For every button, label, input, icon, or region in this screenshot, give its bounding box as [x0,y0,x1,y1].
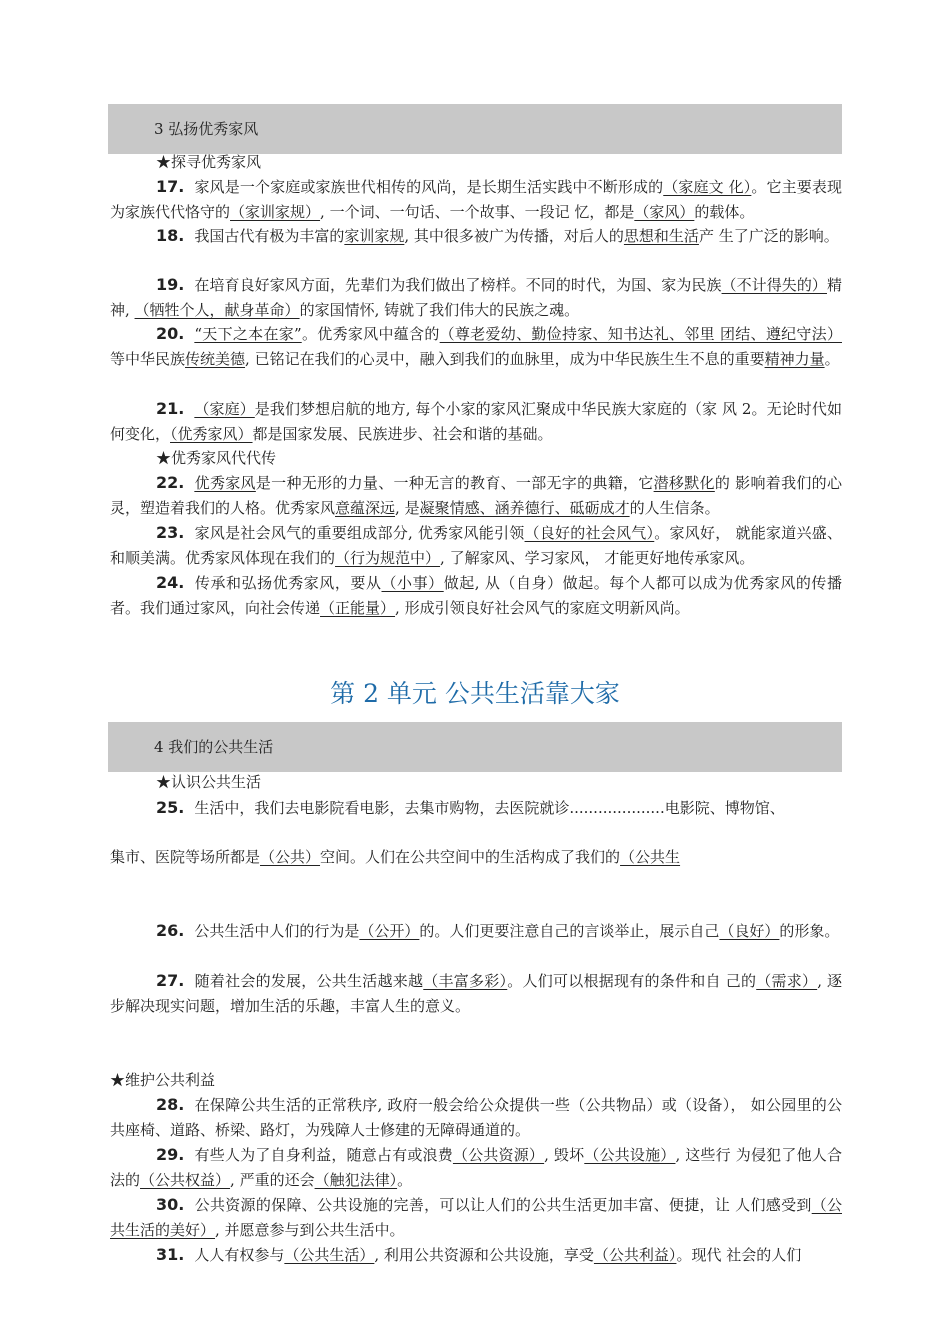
item-number: 18. [156,226,185,245]
text: , 其中很多被广为传播，对后人的 [404,227,624,245]
item-number: 23. [156,523,185,542]
underlined-answer: 精神力量 [764,350,825,368]
text: 的载体。 [694,203,755,221]
underlined-answer: （公共设施） [584,1146,676,1164]
underlined-answer: 优秀家风 [194,474,256,492]
text: 的。人们更要注意自己的言谈举止，展示自己 [419,922,720,940]
underlined-answer: （尊老爱幼、勤俭持家、知书达礼、邻里 团结、遵纪守法） [439,325,842,343]
subsection-explore-family-style: ★探寻优秀家风 [156,153,262,171]
underlined-answer: （公共） [260,848,321,866]
text: 都是国家发展、民族进步、社会和谐的基础。 [252,425,553,443]
item-number: 28. [156,1095,185,1114]
underlined-answer: 家训家规 [344,227,405,245]
underlined-answer: （公共生活的美好） [110,1196,842,1239]
text: 精神, [110,276,842,319]
paragraph-24 [110,570,842,621]
text: 产 生了广泛的影响。 [698,227,839,245]
text: 。现代 社会的人们 [676,1246,802,1264]
text: 我国古代有极为丰富的 [194,227,345,245]
text: 家风是社会风气的重要组成部分, 优秀家风能引领 [194,524,525,542]
text: 的家国情怀, 铸就了我们伟大的民族之魂。 [299,301,580,319]
underlined-answer: （不计得失的） [721,276,827,294]
item-number: 20. [156,324,185,343]
underlined-answer: （公共利益） [593,1246,677,1264]
underlined-answer: （公共生活） [284,1246,375,1264]
underlined-answer: （行为规范中） [335,549,441,567]
underlined-answer: （需求） [756,972,818,990]
text: 的人生信条。 [629,499,720,517]
paragraph-20 [110,321,842,372]
text: 。优秀家风中蕴含的 [301,325,440,343]
paragraph-27 [110,968,842,1019]
text: 等中华民族 [110,350,186,368]
text: , 已铭记在我们的心灵中，融入到我们的血脉里，成为中华民族生生不息的重要 [245,350,765,368]
text: 公共生活中人们的行为是 [194,922,360,940]
item-number: 30. [156,1195,185,1214]
paragraph-28 [110,1092,842,1143]
underlined-answer: （公共权益） [140,1171,231,1189]
subsection-protect-public-interest: ★维护公共利益 [110,1071,216,1089]
text: , 并愿意参与到公共生活中。 [215,1221,405,1239]
item-number: 27. [156,971,185,990]
text: 是一种无形的力量、一种无言的教育、一部无字的典籍，它 [255,474,654,492]
text: , 逐步解决现实问题，增加生活的乐趣，丰富人生的意义。 [110,972,842,1015]
item-number: 21. [156,399,185,418]
subsection-know-public-life: ★认识公共生活 [156,773,262,791]
text: 生活中，我们去电影院看电影，去集市购物，去医院就诊....................电影院、博物馆、 [194,799,785,817]
text: 的 影响着我们的心灵，塑造着我们的人格。优秀家风 [110,474,842,517]
underlined-answer: （小事） [381,574,444,592]
underlined-answer: （家庭文 化） [663,178,752,196]
text: , 是 [395,499,420,517]
paragraph-31 [110,1242,842,1268]
paragraph-26 [110,918,842,944]
text: 在保障公共生活的正常秩序, 政府一般会给公众提供一些（公共物品）或（设备）， 如公园里的公共座椅、道路、桥梁、路灯，为残障人士修建的无障碍通道的。 [110,1096,842,1139]
subsection-pass-down-family-style: ★优秀家风代代传 [156,449,277,467]
paragraph-25-continued [110,845,842,870]
section-4-header [108,722,842,772]
text: 。家风好， 就能家道兴盛、和顺美满。优秀家风体现在我们的 [110,524,842,567]
item-number: 22. [156,473,185,492]
text: 空间。人们在公共空间中的生活构成了我们的 [320,848,621,866]
text: 。人们可以根据现有的条件和自 己的 [507,972,757,990]
section-3-header [108,104,842,154]
text: 传承和弘扬优秀家风，要从 [194,574,382,592]
paragraph-23 [110,520,842,571]
text: 在培育良好家风方面，先辈们为我们做出了榜样。不同的时代，为国、家为民族 [194,276,722,294]
text: 。它主要表现为家族代代恪守的 [110,178,842,221]
text: , 利用公共资源和公共设施，享受 [374,1246,594,1264]
underlined-answer: （正能量） [320,599,396,617]
text: 做起, 从（自身）做起。每个人都可以成为优秀家风的传播者。我们通过家风，向社会传递 [110,574,842,617]
underlined-answer: （公共资源） [452,1146,545,1164]
section-3-title: 3 弘扬优秀家风 [154,120,259,138]
section-4-title: 4 我们的公共生活 [154,738,274,756]
text: 随着社会的发展，公共生活越来越 [194,972,424,990]
text: 人人有权参与 [194,1246,285,1264]
paragraph-21 [110,396,842,447]
paragraph-30 [110,1192,842,1243]
underlined-answer: （家庭） [194,400,255,418]
underlined-answer: 思想和生活 [623,227,699,245]
text: 的形象。 [779,922,840,940]
text: 。 [824,350,840,368]
item-number: 24. [156,573,185,592]
text: 家风是一个家庭或家族世代相传的风尚，是长期生活实践中不断形成的 [194,178,664,196]
text: , 严重的还会 [230,1171,315,1189]
paragraph-17 [110,174,842,225]
underlined-answer: （触犯法律） [314,1171,398,1189]
text: 。 [397,1171,413,1189]
item-number: 26. [156,921,185,940]
item-number: 17. [156,177,185,196]
underlined-answer: 潜移默化 [653,474,715,492]
underlined-answer: （良好的社会风气） [524,524,655,542]
text: 有些人为了自身利益，随意占有或浪费 [194,1146,453,1164]
text: 集市、医院等场所都是 [110,848,261,866]
text: , 形成引领良好社会风气的家庭文明新风尚。 [395,599,690,617]
underlined-answer: （良好） [719,922,780,940]
underlined-answer: 传统美德 [185,350,246,368]
underlined-answer: “天下之本在家” [194,325,302,343]
text: 公共资源的保障、公共设施的完善，可以让人们的公共生活更加丰富、便捷，让 人们感受到 [194,1196,812,1214]
item-number: 19. [156,275,185,294]
text: , 一个词、一句话、一个故事、一段记 忆，都是 [320,203,635,221]
text: , 毁坏 [544,1146,585,1164]
underlined-answer: （公开） [359,922,420,940]
underlined-answer: （优秀家风） [170,425,253,443]
text: 是我们梦想启航的地方, 每个小家的家风汇聚成中华民族大家庭的（家 风 2。无论时代如何变化， [110,400,842,443]
item-number: 25. [156,798,185,817]
paragraph-18 [110,223,842,249]
text: , 了解家风、学习家风， 才能更好地传承家风。 [440,549,755,567]
paragraph-19 [110,272,842,323]
paragraph-29 [110,1142,842,1193]
underlined-answer: （家训家规） [230,203,321,221]
paragraph-25 [110,795,842,821]
underlined-answer: （牺牲个人，献身革命） [134,301,300,319]
underlined-answer: 意蕴深远 [335,499,396,517]
underlined-answer: （公共生 [620,848,681,866]
unit-2-title: 第 2 单元 公共生活靠大家 [330,679,620,708]
text: , 这些行 为侵犯了他人合法的 [110,1146,842,1189]
item-number: 31. [156,1245,185,1264]
underlined-answer: （丰富多彩） [423,972,508,990]
item-number: 29. [156,1145,185,1164]
underlined-answer: 凝聚情感、涵养德行、砥砺成才 [419,499,630,517]
paragraph-22 [110,470,842,521]
underlined-answer: （家风） [634,203,695,221]
